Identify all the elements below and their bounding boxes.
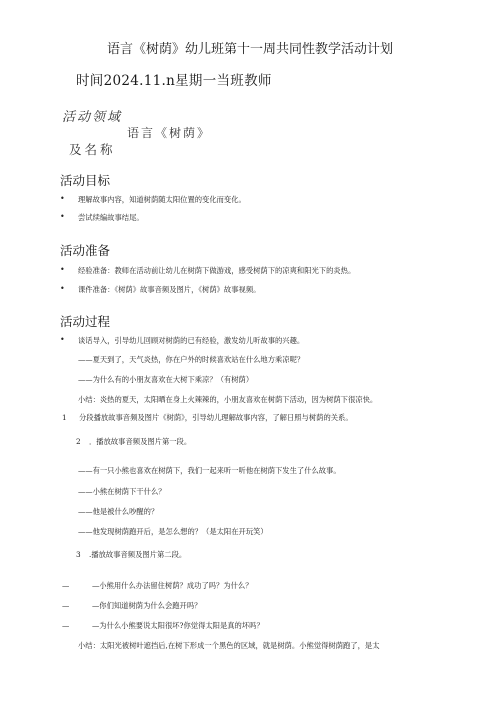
name-label: 及名称 [69,142,116,157]
dialog-line: ——他发现树荫跑开后，是怎么想的？（是太阳在开玩笑） [78,527,268,536]
process-heading: 活动过程 [60,314,111,329]
bullet-icon: • [60,265,65,274]
dialog-line: ——夏天到了，天气炎热，你在户外的时候喜欢站在什么地方乘凉呢？ [78,355,305,364]
step-number: 2 [76,437,81,446]
step-number: 3 [76,550,81,559]
dialog-line: ——他是被什么吵醒的？ [78,507,159,516]
dialog-dash: — [62,601,70,610]
goal-item: 理解故事内容，知道树荫随太阳位置的变化而变化。 [78,195,246,204]
dialog-dash: — [62,621,70,630]
process-intro: 谈话导入，引导幼儿回顾对树荫的已有经验，激发幼儿听故事的兴趣。 [78,336,305,345]
dialog-line: —为什么小熊要说太阳很坏?你觉得太阳是真的坏吗？ [92,621,264,630]
bullet-icon: • [60,212,65,221]
dialog-line: ——有一只小熊也喜欢在树荫下，我们一起来听一听他在树荫下发生了什么故事。 [78,466,341,475]
bullet-icon: • [60,335,65,344]
bullet-icon: • [60,284,65,293]
dialog-line: —小熊用什么办法留住树荫？成功了吗？为什么？ [92,581,253,590]
goal-item: 尝试续编故事结尾。 [78,213,144,222]
dialog-line: ——为什么有的小朋友喜欢在大树下乘凉？（有树荫） [78,375,254,384]
domain-value: 语言《树荫》 [127,126,212,140]
summary-line: 小结：太阳光被树叶遮挡后,在树下形成一个黑色的区域，就是树荫。小熊觉得树荫跑了，是太 [78,641,380,650]
prep-item: 课件准备：《树荫》故事音频及图片，《树荫》故事视频。 [78,285,261,294]
summary-line: 小结：炎热的夏天，太阳晒在身上火辣辣的，小朋友喜欢在树荫下活动，因为树荫下很凉快。 [78,395,378,404]
domain-label: 活动领域 [62,110,123,125]
step-text: ．播放故事音频及图片第一段。 [89,437,192,446]
step-number: 1 [62,413,67,422]
bullet-icon: • [60,194,65,203]
prep-heading: 活动准备 [60,243,111,258]
dialog-line: —你们知道树荫为什么会跑开吗？ [92,601,202,610]
step-text: .播放故事音频及图片第二段。 [89,550,187,559]
goals-heading: 活动目标 [60,173,111,188]
prep-item: 经验准备：教师在活动前让幼儿在树荫下做游戏，感受树荫下的凉爽和阳光下的炎热。 [78,266,356,275]
meta-line: 时间2024.11.n星期一当班教师 [76,73,272,89]
step-text: 分段播放故事音频及图片《树荫》，引导幼儿理解故事内容，了解日照与树荫的关系。 [79,413,353,422]
dialog-line: ——小熊在树荫下干什么？ [78,487,166,496]
document-title: 语言《树荫》幼儿班第十一周共同性教学活动计划 [106,42,393,57]
dialog-dash: — [62,581,70,590]
